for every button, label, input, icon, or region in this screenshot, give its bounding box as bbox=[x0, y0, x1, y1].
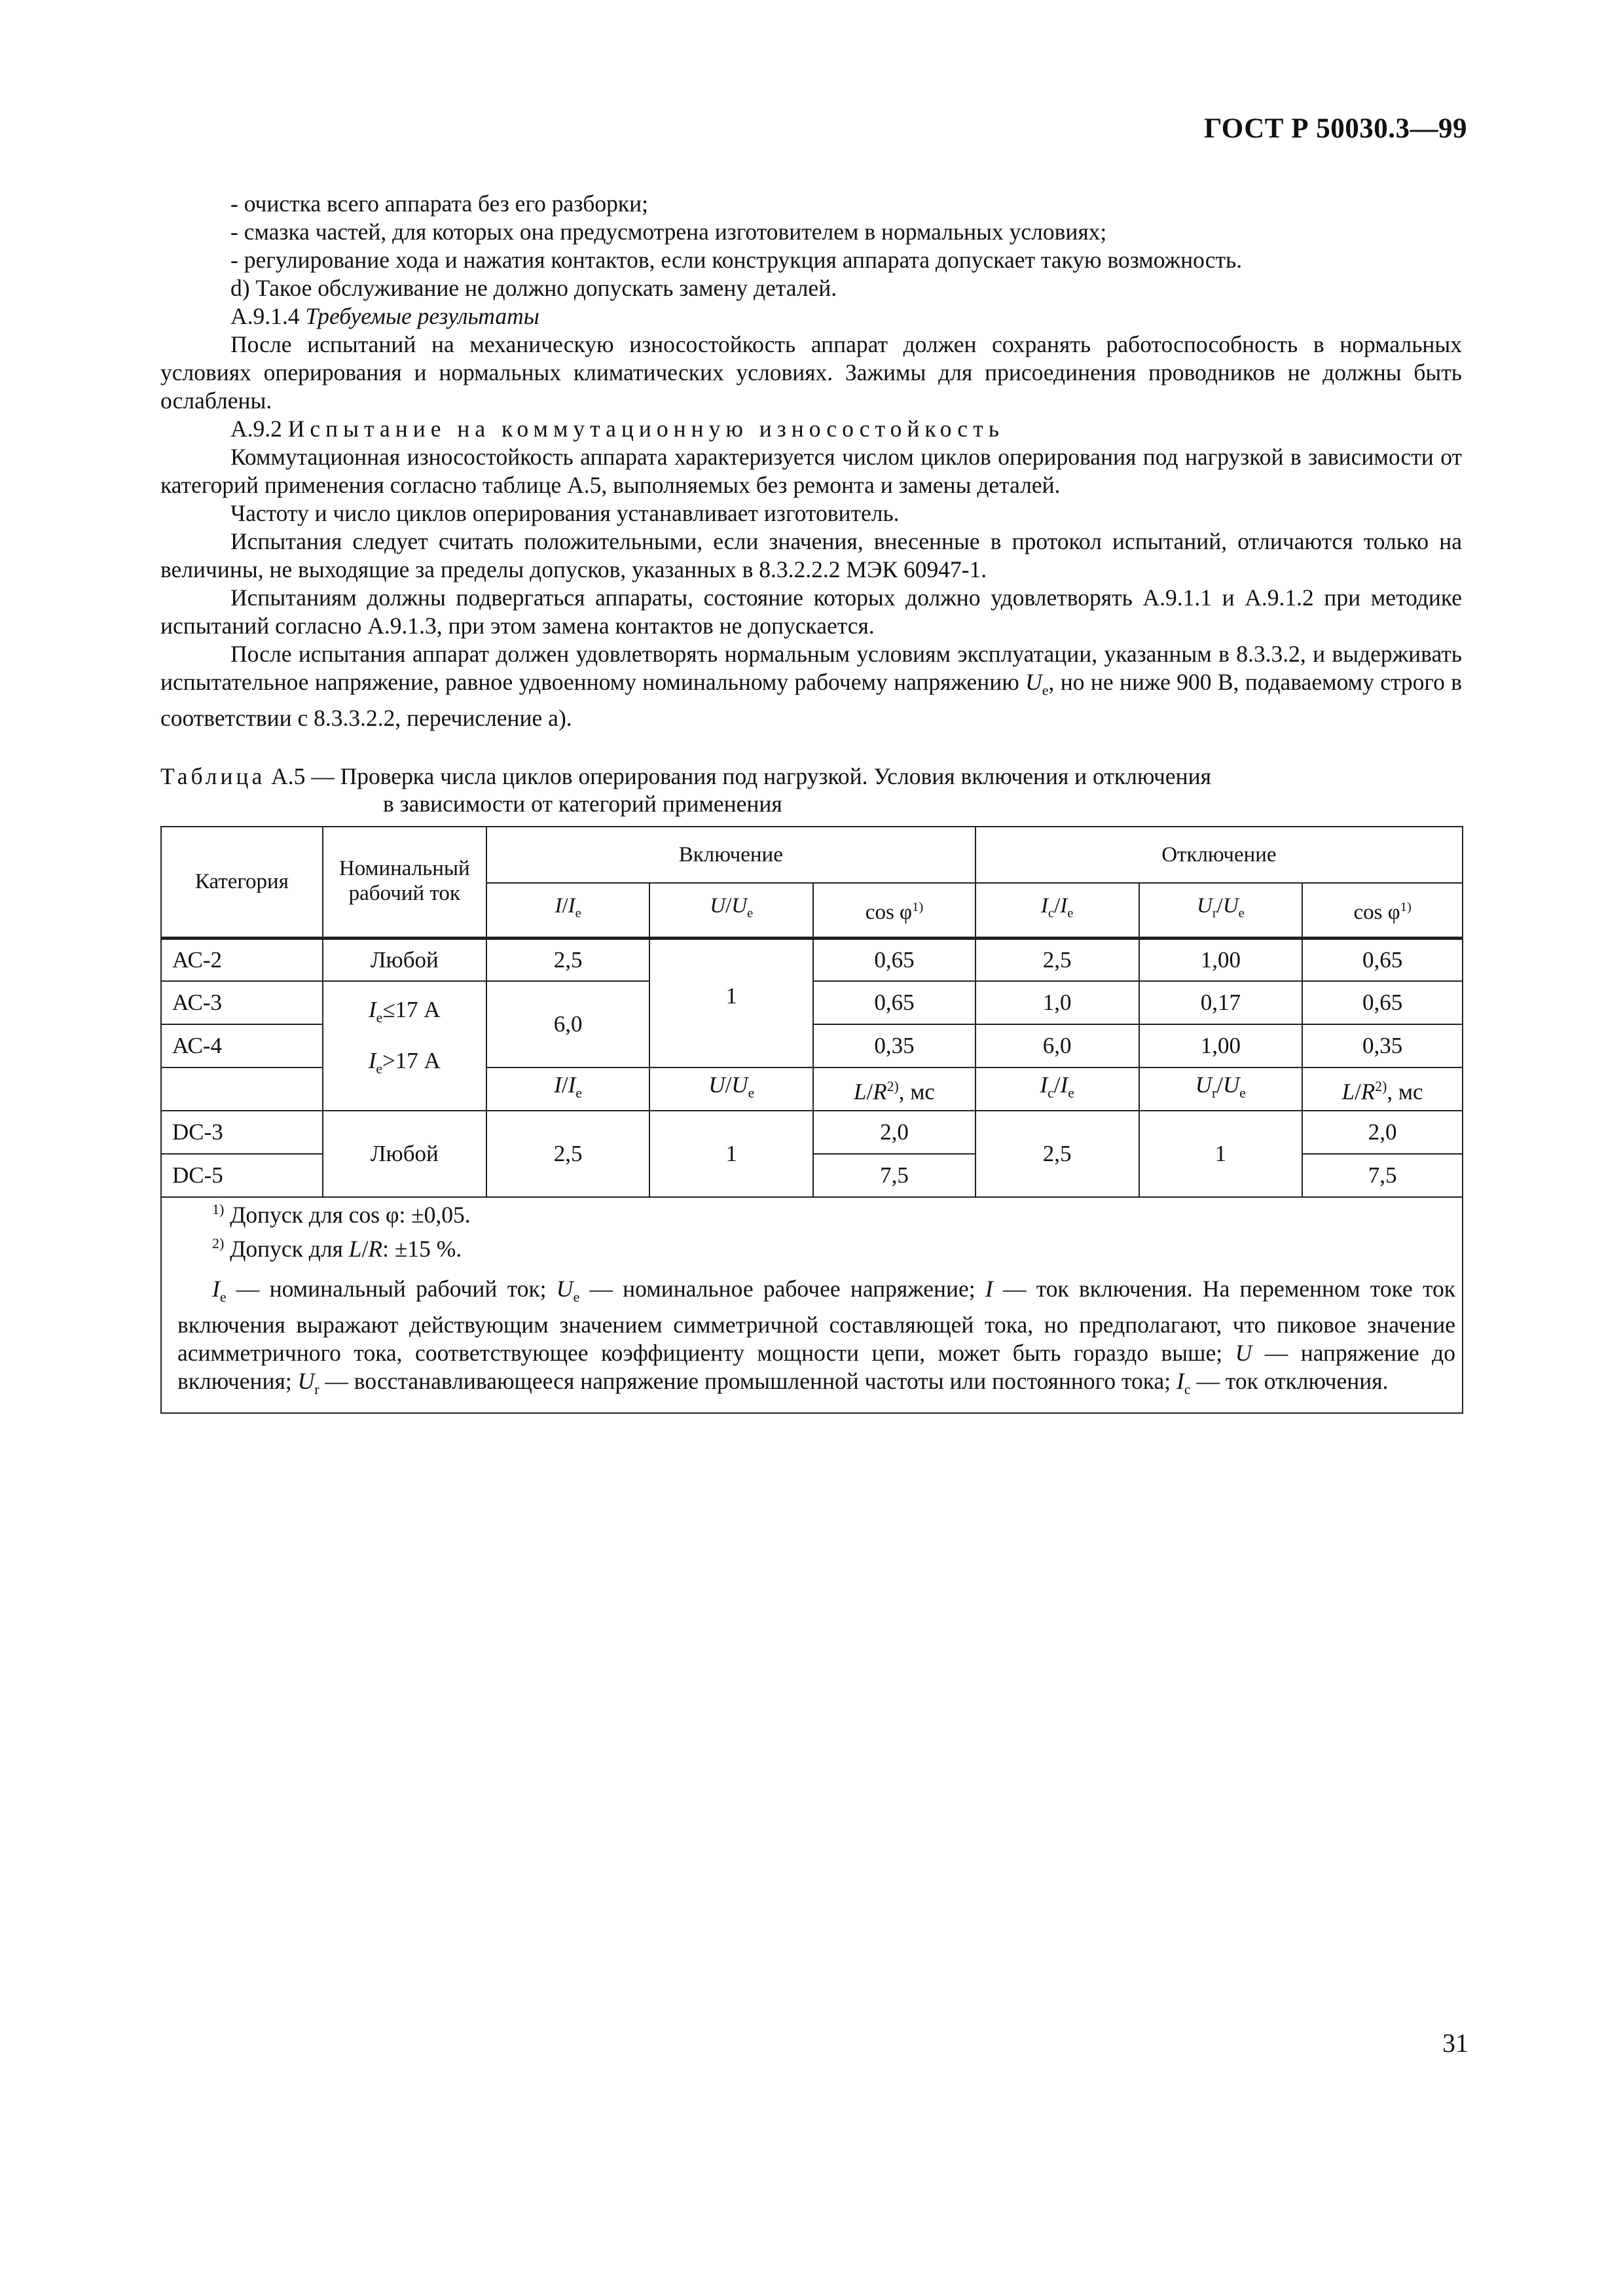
cell: 1 bbox=[1139, 1111, 1303, 1197]
cell bbox=[161, 1067, 323, 1111]
paragraph: Частоту и число циклов оперирования устанавливает изготовитель. bbox=[230, 500, 900, 526]
cell: АС-3 bbox=[161, 981, 323, 1024]
cell: 0,65 bbox=[813, 938, 976, 981]
cell: 1,00 bbox=[1139, 938, 1303, 981]
cell: 0,17 bbox=[1139, 981, 1303, 1024]
header-u-ue: $U/U_e$ bbox=[649, 1067, 813, 1111]
header-cos-phi: $\cos \varphi^{1)}$ bbox=[1302, 883, 1463, 938]
cell: 0,65 bbox=[1302, 981, 1463, 1024]
paragraph: После испытания аппарат должен удовлетворять нормальным условиям эксплуатации, указанным в 8.3.3.2, и выдерживать испытательное напряжение, равное удвоенному номинальному рабочему напряжению $U_e$, но не ниже 900 В, подаваемому строго в соответствии с 8.3.3.2.2, перечисление а). bbox=[160, 641, 1462, 732]
cell: $I_e\le 17$ А $I_e>17$ А bbox=[323, 981, 486, 1111]
cell: 6,0 bbox=[976, 1024, 1139, 1067]
cell: 1,00 bbox=[1139, 1024, 1303, 1067]
header-rated-current: Номинальный рабочий ток bbox=[323, 827, 486, 938]
cell: DC-5 bbox=[161, 1154, 323, 1197]
section-title: Испытание на коммутационную износостойкость bbox=[287, 416, 1004, 442]
cell: Любой bbox=[323, 938, 486, 981]
cell: 2,5 bbox=[486, 1111, 650, 1197]
table-caption-line2: в зависимости от категорий применения bbox=[383, 791, 782, 817]
table-caption-line1: А.5 — Проверка числа циклов оперирования под нагрузкой. Условия включения и отключения bbox=[271, 763, 1211, 789]
paragraph: - регулирование хода и нажатия контактов, если конструкция аппарата допускает такую возможность. bbox=[230, 247, 1243, 273]
page-number: 31 bbox=[1442, 2028, 1468, 2058]
paragraph: - очистка всего аппарата без его разборки; bbox=[230, 190, 648, 217]
paragraph: После испытаний на механическую износостойкость аппарат должен сохранять работоспособность в нормальных условиях оперирования и нормальных климатических условиях. Зажимы для присоединения проводников не должны быть ослаблены. bbox=[160, 331, 1462, 414]
table-row bbox=[161, 938, 1463, 981]
header-breaking: Отключение bbox=[976, 827, 1463, 883]
cell: 6,0 bbox=[486, 981, 650, 1067]
footnote-1: $^{1)}$ Допуск для cos φ: ±0,05. bbox=[212, 1201, 471, 1228]
paragraph: Испытаниям должны подвергаться аппараты, состояние которых должно удовлетворять А.9.1.1 и А.9.1.2 при методике испытаний согласно А.9.1.3, при этом замена контактов не допускается. bbox=[160, 584, 1462, 639]
cell: 2,5 bbox=[976, 938, 1139, 981]
table-caption-label: Таблица bbox=[160, 763, 266, 789]
paragraph: d) Такое обслуживание не должно допускать замену деталей. bbox=[230, 275, 837, 301]
cell: 0,65 bbox=[813, 981, 976, 1024]
cell: 0,35 bbox=[813, 1024, 976, 1067]
header-ic-ie: $I_c/I_e$ bbox=[976, 883, 1139, 938]
cell: 2,0 bbox=[813, 1111, 976, 1154]
section-title: Требуемые результаты bbox=[305, 303, 539, 329]
document-header: ГОСТ Р 50030.3—99 bbox=[1203, 113, 1467, 144]
cell: АС-2 bbox=[161, 938, 323, 981]
cell: 0,35 bbox=[1302, 1024, 1463, 1067]
paragraph: Испытания следует считать положительными, если значения, внесенные в протокол испытаний, отличаются только на величины, не выходящие за пределы допусков, указанных в 8.3.2.2.2 МЭК 60947-1. bbox=[160, 528, 1462, 583]
table-notes bbox=[160, 1183, 1463, 1414]
header-i-ie: $I/I_e$ bbox=[486, 883, 650, 938]
cell: 1,0 bbox=[976, 981, 1139, 1024]
header-l-r: $L/R^{2)}$, мс bbox=[813, 1067, 976, 1111]
table-caption bbox=[160, 762, 1476, 817]
cell: 7,5 bbox=[813, 1154, 976, 1197]
switching-cycles-table bbox=[160, 826, 1463, 1198]
body-text bbox=[160, 190, 1462, 732]
footnote-2: $^{2)}$ Допуск для L/R: ±15 %. bbox=[212, 1234, 462, 1262]
cell: Любой bbox=[323, 1111, 486, 1197]
paragraph: - смазка частей, для которых она предусмотрена изготовителем в нормальных условиях; bbox=[230, 219, 1107, 245]
header-ic-ie: $I_c/I_e$ bbox=[976, 1067, 1139, 1111]
header-l-r: $L/R^{2)}$, мс bbox=[1302, 1067, 1463, 1111]
cell: 1 bbox=[649, 1111, 813, 1197]
section-number: А.9.1.4 bbox=[230, 303, 300, 329]
header-category: Категория bbox=[161, 827, 323, 938]
header-i-ie: $I/I_e$ bbox=[486, 1067, 650, 1111]
section-heading bbox=[160, 415, 1462, 443]
cell: 2,5 bbox=[976, 1111, 1139, 1197]
paragraph: Коммутационная износостойкость аппарата характеризуется числом циклов оперирования под нагрузкой в зависимости от категорий применения согласно таблице А.5, выполняемых без ремонта и замены деталей. bbox=[160, 444, 1462, 498]
header-ur-ue: $U_r/U_e$ bbox=[1139, 1067, 1303, 1111]
header-making: Включение bbox=[486, 827, 976, 883]
section-heading bbox=[160, 302, 1462, 331]
cell: 2,0 bbox=[1302, 1111, 1463, 1154]
cell: 1 bbox=[649, 938, 813, 1067]
header-ur-ue: $U_r/U_e$ bbox=[1139, 883, 1303, 938]
cell: АС-4 bbox=[161, 1024, 323, 1067]
table-row bbox=[161, 1111, 1463, 1154]
cell: 2,5 bbox=[486, 938, 650, 981]
cell: 7,5 bbox=[1302, 1154, 1463, 1197]
cell: 0,65 bbox=[1302, 938, 1463, 981]
notation-explanation: $I_e$ — номинальный рабочий ток; $U_e$ — номинальное рабочее напряжение; I — ток включения. На переменном токе ток включения выражают действующим значением симметричной составляющей тока, но предполагают, что пиковое значение асимметричного тока, соответствующее коэффициенту мощности цепи, может быть гораздо выше; U — напряжение до включения; $U_r$ — восстанавливающееся напряжение промышленной частоты или постоянного тока; $I_c$ — ток отключения. bbox=[177, 1275, 1456, 1397]
section-number: А.9.2 bbox=[230, 416, 282, 442]
header-u-ue: $U/U_e$ bbox=[649, 883, 813, 938]
cell: DC-3 bbox=[161, 1111, 323, 1154]
header-cos-phi: $\cos \varphi^{1)}$ bbox=[813, 883, 976, 938]
